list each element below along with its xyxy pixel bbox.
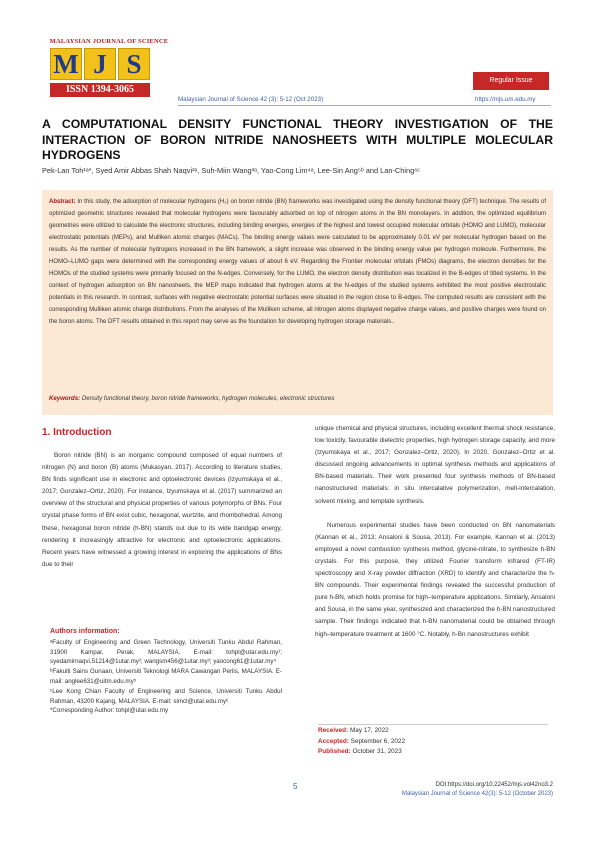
keywords: [49, 395, 546, 402]
intro-paragraph-1: Boron nitride (BN) is an inorganic compound composed of equal numbers of nitrogen (N) and boron (B) atoms (Mukasyan, 2017). According to literature studies, BN finds significant use in electronic and optoelectronic devices (Izyumskaya et al., 2017; Gonzalez–Ortiz, 2020). For instance, Izyumskaya et al. (2017) summarized an overview of the structural and physical properties of various polymorphs of BNs. Four crystal phase forms of BN exist cubic, hexagonal, wurtzite, and rhombohedral. Among these, hexagonal boron nitride (h-BN) stands out due to its wide bandgap energy, rendering it increasingly attractive for electronic and optoelectronic applications. Recent years have witnessed a growing interest in exploring the applications of BNs due to their: [42, 452, 282, 568]
footer-journal-citation: Malaysian Journal of Science 42(3): 5-12 (October 2023): [401, 791, 553, 797]
published-label: Published:: [318, 748, 351, 755]
page-number: 5: [293, 782, 298, 791]
logo-letter-j: J: [84, 48, 116, 80]
section-heading-introduction: 1. Introduction: [42, 427, 112, 438]
accepted-date: [318, 737, 548, 748]
logo-letters: [50, 48, 173, 80]
abstract-text: In this study, the adsorption of molecular hydrogens (H₂) on boron nitride (BN) frameworks was investigated using the density functional theory (DFT) technique. The results of optimized geometric structures revealed that molecular hydrogens were favourably adsorbed on top of nitrogen atoms in the BN monolayers. In addition, the optimized equilibrium geometries were utilized to calculate the electronic structures, including binding energies, energies of the highest and lowest occupied molecular orbitals (HOMO and LUMO), molecular electrostatic potentials (MEPs), and Mulliken atomic charges (MACs). The binding energy values were calculated to be approximately 0.01 eV per molecular hydrogen based on the results. As the number of molecular hydrogens increased in the BN framework, a slight increase was observed in the binding energy value per hydrogen molecule. Furthermore, the HOMO–LUMO gaps were determined with the corresponding energy values of about 6 eV. Regarding the Frontier molecular orbitals (FMOs) diagrams, the electron densities for the HOMOs of the studied systems were primarily focused on the N-edges. Conversely, for the LUMO, the electron density distribution was localized in the B-edges of titled systems. In the context of hydrogen adsorption on BN nanosheets, the MEP maps indicated that hydrogen atoms at the N-edges of the studied systems exhibited the most positive electrostatic potentials in this research. In contrast, surfaces with negative electrostatic potential surfaces were situated in the region close to B-edges. The computed results are consistent with the corresponding Mulliken atomic charge distributions. From the analyses of the Mulliken scheme, all nitrogen atoms displayed negative charge values, and positive charges were found on the boron atoms. The DFT results obtained in this report may serve as the foundation for developing hydrogen storage materials..: [49, 199, 546, 326]
received-value: May 17, 2022: [348, 727, 389, 734]
keywords-label: Keywords:: [49, 395, 81, 402]
header-divider: [178, 105, 551, 106]
journal-citation-header: Malaysian Journal of Science 42 (3): 5-12 (Oct 2023): [178, 96, 324, 103]
intro-paragraph-2: unique chemical and physical structures, including excellent thermal shock resistance, low toxicity, favourable dielectric properties, high hydrogen storage capacity, and more (Izyumskaya et al., 2017; Gonzalez–Ortiz, 2020). In 2020, Gonzalez–Ortiz et al. discussed ongoing advancements in optimal synthesis methods and applications of BN-based materials. Their work presented four synthesis methods of BN-based nanostructured materials: in situ intercalative polymerization, melt-intercalation, solvent mixing, and template synthesis.: [315, 425, 555, 505]
published-date: [318, 747, 548, 758]
abstract-box: [42, 190, 553, 415]
received-label: Received:: [318, 727, 349, 734]
accepted-label: Accepted:: [318, 737, 349, 745]
received-date: [318, 726, 548, 737]
author-information-heading: Authors information:: [50, 628, 120, 635]
affiliation-b: ᵇFakulti Sains Gunaan, Universiti Teknologi MARA Cawangan Perlis, MALAYSIA. E-mail: anglee631@uitm.edu.my⁵: [50, 668, 282, 685]
abstract-label: Abstract:: [49, 199, 76, 205]
issue-type-badge: Regular Issue: [473, 72, 549, 90]
intro-column-right: [315, 423, 555, 641]
logo-issn: ISSN 1394-3065: [50, 83, 150, 97]
affiliation-a: ᵃFaculty of Engineering and Green Technology, Universiti Tunku Abdul Rahman, 31900 Kampar, Perak, MALAYSIA. E-mail: tohpl@utar.edu.my¹; syedamirnaqvi.51214@1utar.my²; wangsm456@1utar.my³; yaocong61@1utar.my⁴: [50, 638, 282, 666]
accepted-value: September 6, 2022: [348, 737, 406, 745]
author-information: [50, 627, 282, 716]
intro-column-left: [42, 450, 282, 571]
published-value: October 31, 2023: [350, 748, 402, 755]
abstract: [49, 196, 546, 329]
logo-letter-s: S: [118, 48, 150, 80]
affiliation-c: ᶜLee Kong Chian Faculty of Engineering and Science, Universiti Tunku Abdul Rahman, 43200 Kajang, MALAYSIA. E-mail: simcl@utar.edu.my⁶: [50, 687, 282, 705]
paper-title: A COMPUTATIONAL DENSITY FUNCTIONAL THEORY INVESTIGATION OF THE INTERACTION OF BORON NITRIDE NANOSHEETS WITH MULTIPLE MOLECULAR HYDROGENS: [42, 117, 553, 162]
publication-dates: [318, 724, 548, 758]
journal-url-link[interactable]: https://mjs.um.edu.my: [475, 96, 536, 103]
doi-link[interactable]: DOI:https://doi.org/10.22452/mjs.vol42no3.2: [435, 782, 553, 788]
keywords-text: Density functional theory, boron nitride frameworks, hydrogen molecules, electronic structures: [80, 395, 335, 402]
logo-journal-name: MALAYSIAN JOURNAL OF SCIENCE: [49, 38, 169, 45]
author-list: Pek-Lan Toh¹ᵃ*, Syed Amir Abbas Shah Naqvi²ᵃ, Suh-Miin Wang³ᵃ, Yao-Cong Lim⁴ᵃ, Lee-Sin Ang⁵ᵇ and Lan-Ching⁶ᶜ: [42, 166, 420, 175]
journal-logo: [45, 38, 173, 97]
corresponding-author: *Corresponding Author: tohpl@utar.edu.my: [50, 707, 169, 715]
logo-letter-m: M: [50, 48, 82, 80]
intro-paragraph-3: Numerous experimental studies have been conducted on BN nanomaterials (Kannan et al., 2013; Ansaloni & Sousa, 2013). For example, Kannan et al. (2013) employed a novel combustion synthesis method, glycine-nitrate, to synthesize h-BN crystals. For this purpose, they utilized Fourier transform infrared (FT-IR) spectroscopy and X-ray powder diffraction (XRD) to identify and characterize the h-BN compounds. Their experimental findings revealed the successful production of pure h-BN, which holds promise for high–temperature applications. Similarly, Ansaloni and Sousa, in the same year, synthesized and characterized the h-BN nanostructured sample. Their findings indicated that h-BN nanomaterial could be obtained through high–temperature treatment at 1600 °C. Notably, h-Bn nanostructures exhibit: [315, 521, 555, 638]
